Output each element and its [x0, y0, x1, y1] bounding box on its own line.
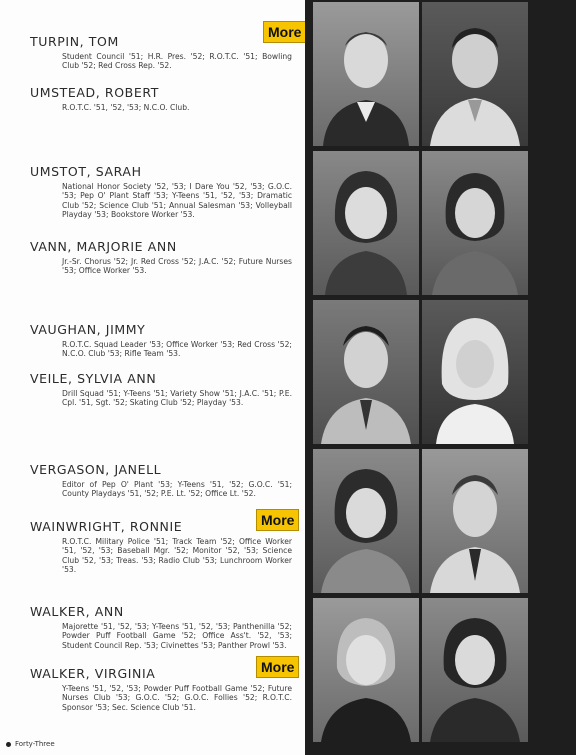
student-name: VERGASON, JANELL [30, 462, 162, 477]
student-name: WALKER, ANN [30, 604, 124, 619]
page-number-label: Forty-Three [15, 740, 55, 748]
student-portrait [422, 598, 528, 742]
student-portrait [313, 598, 419, 742]
more-button[interactable]: More [256, 656, 299, 678]
student-portrait [422, 2, 528, 146]
bullet-icon [6, 742, 11, 747]
student-entry-umstead-robert [30, 85, 292, 112]
student-entry-turpin-tom [30, 34, 292, 71]
portrait-image [313, 300, 419, 444]
student-name: VANN, MARJORIE ANN [30, 239, 177, 254]
student-activities: R.O.T.C. Squad Leader '53; Office Worker '53; Red Cross '52; N.C.O. Club '53; Rifle Team '53. [62, 340, 292, 359]
student-name: VEILE, SYLVIA ANN [30, 371, 157, 386]
student-entry-veile-sylvia [30, 371, 292, 408]
student-portrait [313, 449, 419, 593]
student-activities: Student Council '51; H.R. Pres. '52; R.O.T.C. '51; Bowling Club '52; Red Cross Rep. '52. [62, 52, 292, 71]
portrait-image [313, 151, 419, 295]
student-entry-vann-marjorie [30, 239, 292, 276]
photo-column [305, 0, 576, 755]
portrait-image [313, 449, 419, 593]
student-name: UMSTOT, SARAH [30, 164, 142, 179]
student-entry-vergason-janell [30, 462, 292, 499]
student-activities: Majorette '51, '52, '53; Y-Teens '51, '52, '53; Panthenilla '52; Powder Puff Football Game '52; Office Ass't. '52, '53; Student Council Rep. '53; Civinettes '53; Panther Prowl '53. [62, 622, 292, 650]
portrait-image [422, 2, 528, 146]
student-activities: R.O.T.C. '51, '52, '53; N.C.O. Club. [62, 103, 190, 112]
more-button[interactable]: More [263, 21, 306, 43]
student-entry-walker-ann [30, 604, 292, 650]
portrait-image [422, 300, 528, 444]
student-activities: Drill Squad '51; Y-Teens '51; Variety Show '51; J.A.C. '51; P.E. Cpl. '51, Sgt. '52; Skating Club '52; Playday '53. [62, 389, 292, 408]
student-portrait [313, 151, 419, 295]
student-name: UMSTEAD, ROBERT [30, 85, 159, 100]
student-portrait [313, 300, 419, 444]
student-activities: R.O.T.C. Military Police '51; Track Team '52; Office Worker '51, '52, '53; Baseball Mgr. '52; Monitor '52, '53; Science Club '52, '53; Treas. '53; Radio Club '53; Lunchroom Worker '53. [62, 537, 292, 574]
portrait-image [422, 151, 528, 295]
student-name: VAUGHAN, JIMMY [30, 322, 146, 337]
student-activities: Jr.-Sr. Chorus '52; Jr. Red Cross '52; J.A.C. '52; Future Nurses '53; Office Worker '53. [62, 257, 292, 276]
portrait-image [313, 598, 419, 742]
student-name: WALKER, VIRGINIA [30, 666, 156, 681]
student-entry-vaughan-jimmy [30, 322, 292, 359]
more-button[interactable]: More [256, 509, 299, 531]
student-entry-wainwright-ronnie [30, 519, 292, 574]
student-activities: Y-Teens '51, '52, '53; Powder Puff Football Game '52; Future Nurses Club '53; G.O.C. '52; G.O.C. Follies '52; R.O.T.C. Sponsor '53; Sec. Science Club '51. [62, 684, 292, 712]
student-portrait [313, 2, 419, 146]
student-name: WAINWRIGHT, RONNIE [30, 519, 183, 534]
student-portrait [422, 300, 528, 444]
student-name: TURPIN, TOM [30, 34, 119, 49]
student-entry-umstot-sarah [30, 164, 292, 219]
page-footer [6, 740, 55, 748]
student-portrait [422, 151, 528, 295]
portrait-image [313, 2, 419, 146]
student-portrait [422, 449, 528, 593]
portrait-image [422, 598, 528, 742]
portrait-image [422, 449, 528, 593]
student-activities: National Honor Society '52, '53; I Dare You '52, '53; G.O.C. '53; Pep O' Plant Staff '53; Y-Teens '51, '52, '53; Dramatic Club '52; Science Club '51; Annual Salesman '53; Volleyball Playday '53; Bookstore Worker '53. [62, 182, 292, 219]
student-activities: Editor of Pep O' Plant '53; Y-Teens '51, '52; G.O.C. '51; County Playdays '51, '52; P.E. Lt. '52; Office Lt. '52. [62, 480, 292, 499]
student-entry-walker-virginia [30, 666, 292, 712]
